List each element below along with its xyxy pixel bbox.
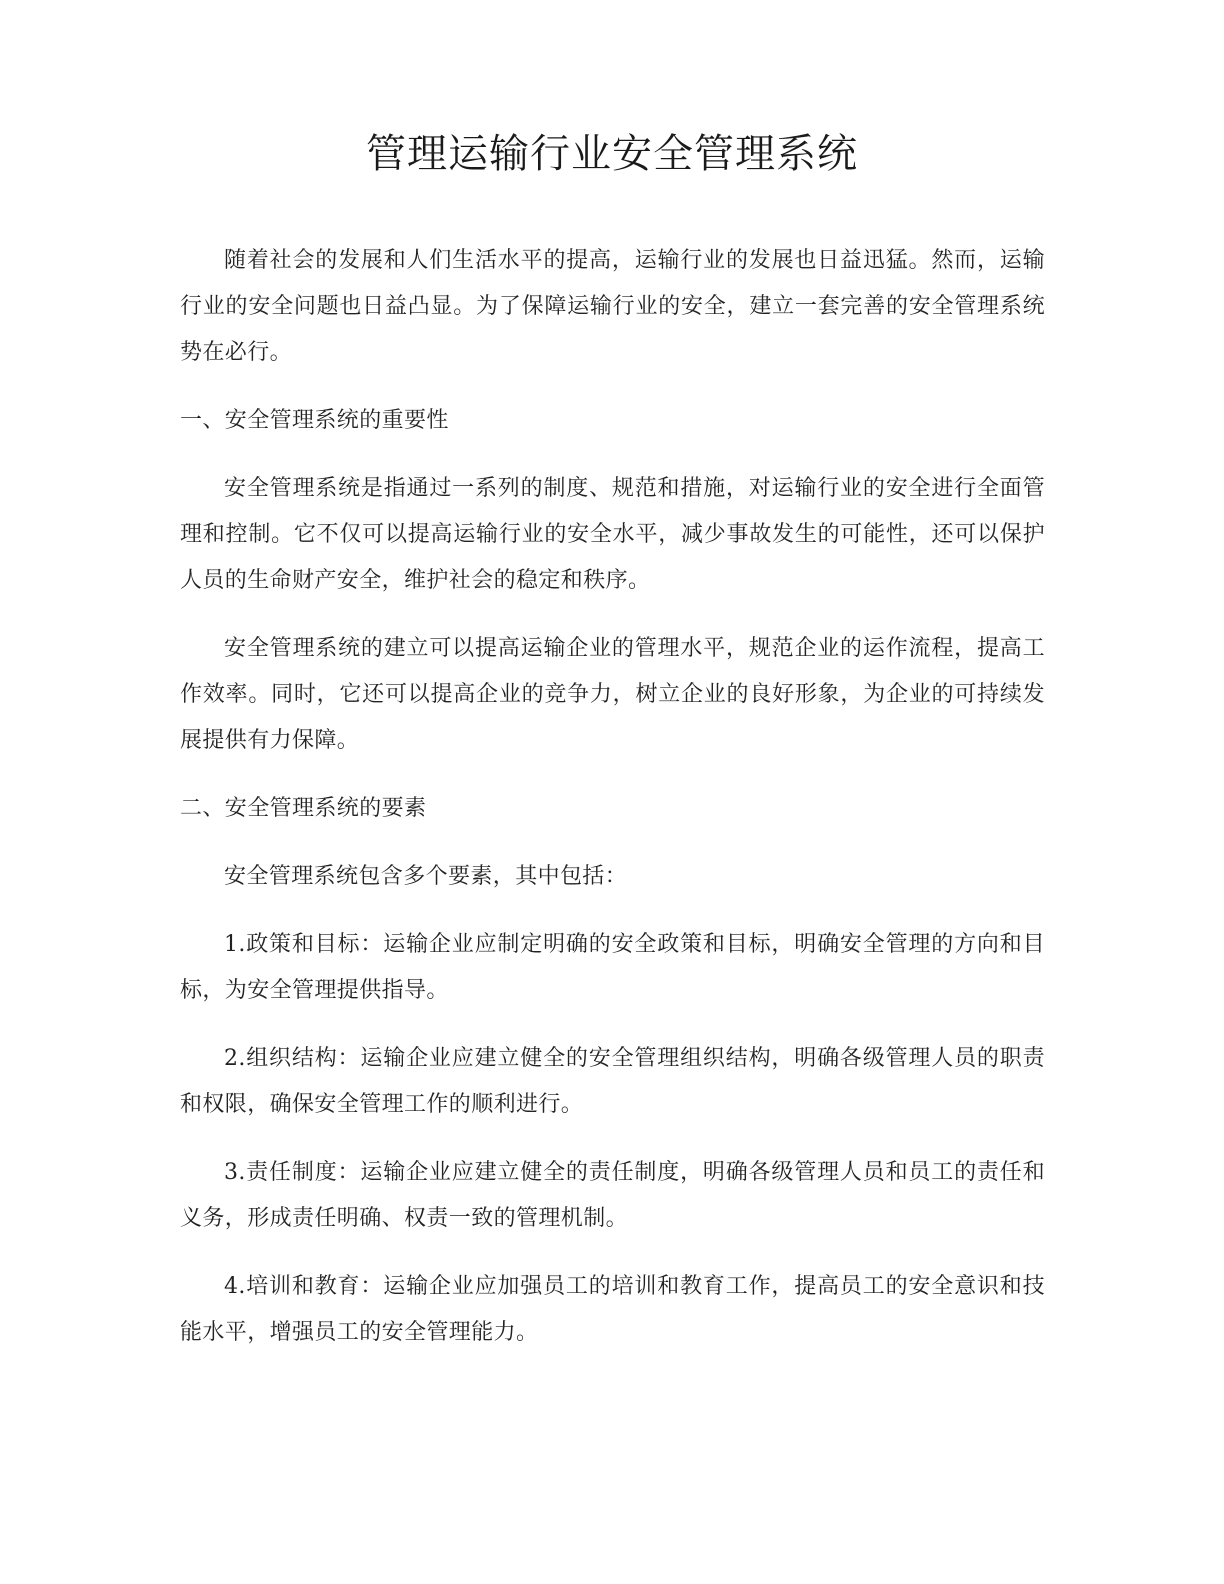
elements-intro-paragraph: 安全管理系统包含多个要素，其中包括： (224, 864, 628, 889)
document-body (180, 238, 1045, 1378)
section-heading-importance: 一、安全管理系统的重要性 (180, 408, 449, 433)
element-item-training: 4.培训和教育：运输企业应加强员工的培训和教育工作，提高员工的安全意识和技能水平，增强员工的安全管理能力。 (180, 1274, 1045, 1345)
importance-paragraph-1: 安全管理系统是指通过一系列的制度、规范和措施，对运输行业的安全进行全面管理和控制。它不仅可以提高运输行业的安全水平，减少事故发生的可能性，还可以保护人员的生命财产安全，维护社会的稳定和秩序。 (180, 476, 1045, 593)
intro-paragraph: 随着社会的发展和人们生活水平的提高，运输行业的发展也日益迅猛。然而，运输行业的安全问题也日益凸显。为了保障运输行业的安全，建立一套完善的安全管理系统势在必行。 (180, 248, 1045, 365)
section-heading-elements: 二、安全管理系统的要素 (180, 796, 427, 821)
element-item-policy: 1.政策和目标：运输企业应制定明确的安全政策和目标，明确安全管理的方向和目标，为安全管理提供指导。 (180, 932, 1045, 1003)
document-title: 管理运输行业安全管理系统 (366, 131, 858, 177)
element-item-organization: 2.组织结构：运输企业应建立健全的安全管理组织结构，明确各级管理人员的职责和权限，确保安全管理工作的顺利进行。 (180, 1046, 1045, 1117)
element-item-responsibility: 3.责任制度：运输企业应建立健全的责任制度，明确各级管理人员和员工的责任和义务，形成责任明确、权责一致的管理机制。 (180, 1160, 1045, 1231)
importance-paragraph-2: 安全管理系统的建立可以提高运输企业的管理水平，规范企业的运作流程，提高工作效率。同时，它还可以提高企业的竞争力，树立企业的良好形象，为企业的可持续发展提供有力保障。 (180, 636, 1045, 753)
